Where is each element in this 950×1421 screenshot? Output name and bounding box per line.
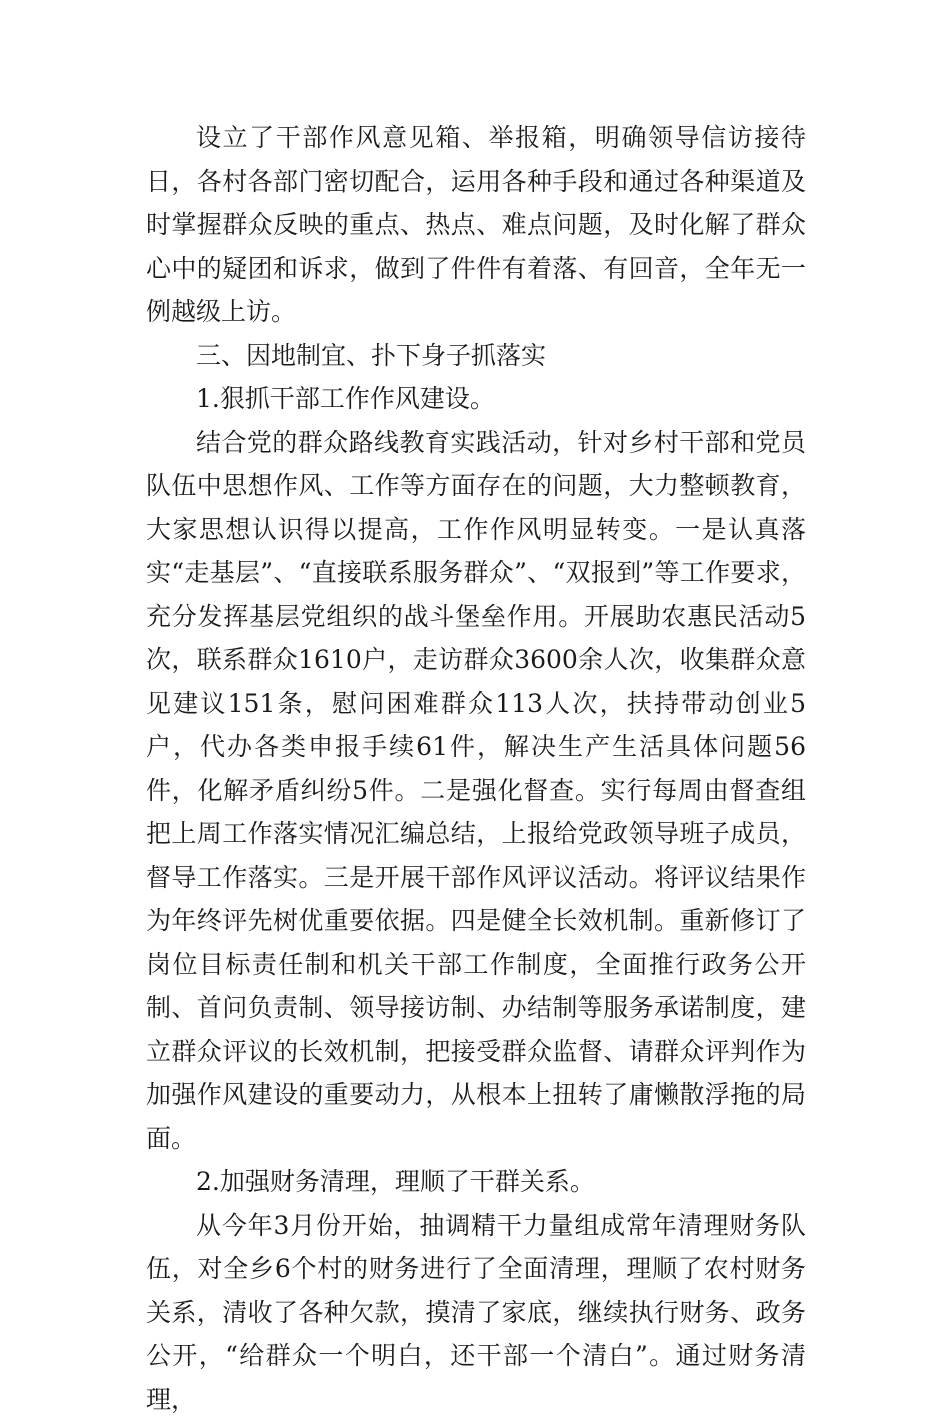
section-heading-three: 三、因地制宜、扑下身子抓落实	[146, 334, 806, 378]
paragraph-finance-cleanup: 从今年3月份开始，抽调精干力量组成常年清理财务队伍，对全乡6个村的财务进行了全面清理，理顺了农村财务关系，清收了各种欠款，摸清了家底，继续执行财务、政务公开，“给群众一个明白，还干部一个清白”。通过财务清理，	[146, 1204, 806, 1421]
subheading-1: 1.狠抓干部工作作风建设。	[146, 377, 806, 421]
document-page	[146, 116, 806, 1421]
paragraph-cadre-style-mailbox: 设立了干部作风意见箱、举报箱，明确领导信访接待日，各村各部门密切配合，运用各种手段和通过各种渠道及时掌握群众反映的重点、热点、难点问题，及时化解了群众心中的疑团和诉求，做到了件件有着落、有回音，全年无一例越级上访。	[146, 116, 806, 334]
paragraph-work-style: 结合党的群众路线教育实践活动，针对乡村干部和党员队伍中思想作风、工作等方面存在的问题，大力整顿教育，大家思想认识得以提高，工作作风明显转变。一是认真落实“走基层”、“直接联系服务群众”、“双报到”等工作要求，充分发挥基层党组织的战斗堡垒作用。开展助农惠民活动5次，联系群众1610户，走访群众3600余人次，收集群众意见建议151条，慰问困难群众113人次，扶持带动创业5户，代办各类申报手续61件，解决生产生活具体问题56件，化解矛盾纠纷5件。二是强化督查。实行每周由督查组把上周工作落实情况汇编总结，上报给党政领导班子成员，督导工作落实。三是开展干部作风评议活动。将评议结果作为年终评先树优重要依据。四是健全长效机制。重新修订了岗位目标责任制和机关干部工作制度，全面推行政务公开制、首问负责制、领导接访制、办结制等服务承诺制度，建立群众评议的长效机制，把接受群众监督、请群众评判作为加强作风建设的重要动力，从根本上扭转了庸懒散浮拖的局面。	[146, 421, 806, 1161]
subheading-2: 2.加强财务清理，理顺了干群关系。	[146, 1160, 806, 1204]
